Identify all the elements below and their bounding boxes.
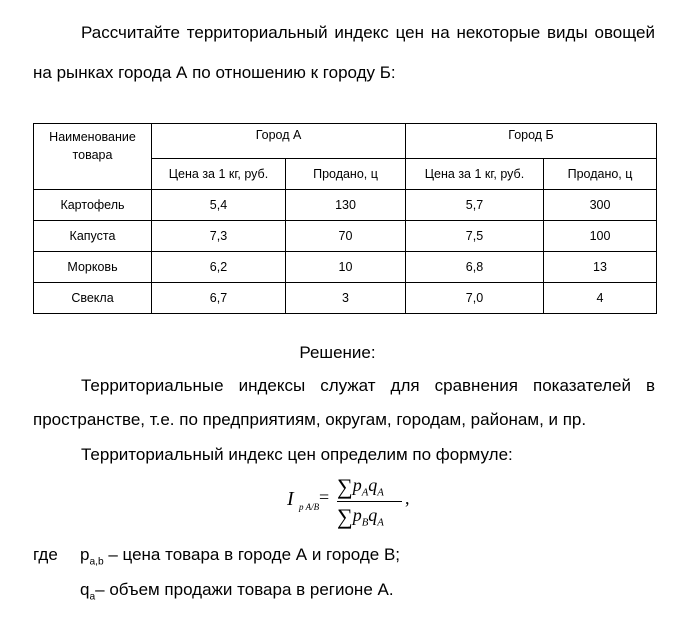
sum-icon: ∑	[337, 474, 353, 499]
table-row	[34, 283, 657, 314]
price-a: 6,7	[152, 283, 286, 314]
city-a-header: Город А	[152, 124, 406, 159]
sold-b: 4	[544, 283, 657, 314]
table-row	[34, 252, 657, 283]
price-b: 5,7	[406, 190, 544, 221]
solution-heading: Решение:	[299, 343, 376, 362]
price-a-header: Цена за 1 кг, руб.	[152, 159, 286, 190]
price-a: 7,3	[152, 221, 286, 252]
product-name: Свекла	[34, 283, 152, 314]
price-index-formula	[287, 474, 427, 534]
note-line-2: $q_a-$ объем продажи товара в регионе А.	[80, 580, 394, 603]
task-line-1: Рассчитайте территориальный индекс цен на некоторые виды овощей	[81, 23, 655, 42]
task-line-2: на рынках города А по отношению к городу Б:	[33, 63, 396, 82]
formula-comma: ,	[405, 488, 410, 508]
sold-a-header: Продано, ц	[286, 159, 406, 190]
price-a: 5,4	[152, 190, 286, 221]
note-line-1: где $p_{a,b}$ – цена товара в городе А и городе В;	[33, 545, 401, 568]
sold-a: 3	[286, 283, 406, 314]
table-row	[34, 221, 657, 252]
price-b: 7,5	[406, 221, 544, 252]
formula-denominator: $\sum p_Bq_A$	[337, 504, 384, 529]
price-b: 6,8	[406, 252, 544, 283]
price-table	[33, 123, 657, 314]
solution-p2: Территориальный индекс цен определим по формуле:	[81, 445, 513, 464]
price-b-header: Цена за 1 кг, руб.	[406, 159, 544, 190]
product-name: Капуста	[34, 221, 152, 252]
name-header: Наименование товара	[34, 124, 152, 190]
sold-b-header: Продано, ц	[544, 159, 657, 190]
formula-equals: =	[319, 487, 330, 507]
table-header-row-1	[34, 124, 657, 159]
city-b-header: Город Б	[406, 124, 657, 159]
product-name: Морковь	[34, 252, 152, 283]
price-b: 7,0	[406, 283, 544, 314]
sold-a: 130	[286, 190, 406, 221]
solution-p1-line2: пространстве, т.е. по предприятиям, округам, городам, районам, и пр.	[33, 410, 587, 429]
product-name: Картофель	[34, 190, 152, 221]
sum-icon: ∑	[337, 504, 353, 529]
formula-index-subscript: p A/B	[299, 502, 320, 512]
sold-b: 100	[544, 221, 657, 252]
formula-index-symbol: I	[287, 488, 294, 510]
price-a: 6,2	[152, 252, 286, 283]
sold-a: 10	[286, 252, 406, 283]
formula-fraction-bar	[337, 501, 402, 502]
sold-a: 70	[286, 221, 406, 252]
sold-b: 13	[544, 252, 657, 283]
note-where: где	[33, 545, 58, 564]
sold-b: 300	[544, 190, 657, 221]
formula-numerator: $\sum p_Aq_A$	[337, 474, 384, 499]
solution-p1-line1: Территориальные индексы служат для сравнения показателей в	[81, 376, 655, 395]
table-row	[34, 190, 657, 221]
